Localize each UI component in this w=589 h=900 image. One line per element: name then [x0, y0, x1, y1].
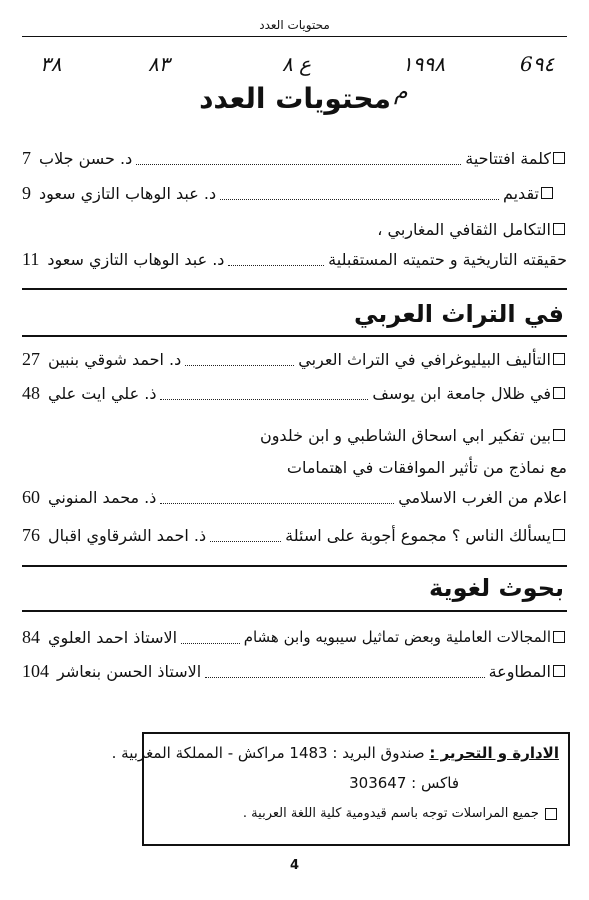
- toc-entry: مع نماذج من تأثير الموافقات في اهتمامات: [286, 457, 567, 477]
- handwritten-note-d: ١٩٩٨: [402, 52, 445, 76]
- page-title: محتويات العدد: [199, 82, 391, 115]
- handwritten-note-c: ع ٨: [282, 52, 312, 76]
- toc-entry: التأليف البيليوغرافي في التراث العربي د. احمد شوقي بنبين 27: [22, 346, 567, 372]
- toc-entry: كلمة افتتاحية د. حسن جلاب 7: [22, 145, 567, 171]
- checkbox-square-icon: [553, 665, 565, 677]
- toc-entry: حقيقته التاريخية و حتميته المستقبلية د. عبد الوهاب التازي سعود 11: [22, 248, 567, 269]
- toc-entry: المجالات العاملية وبعض تماثيل سيبويه وابن هشام الاستاذ احمد العلوي 84: [22, 624, 567, 650]
- contact-address-line: [111, 744, 559, 762]
- checkbox-square-icon: [553, 529, 565, 541]
- contact-label: الادارة و التحرير :: [429, 744, 559, 762]
- toc-entry: يسألك الناس ؟ مجموع أجوبة على اسئلة ذ. احمد الشرقاوي اقبال 76: [22, 522, 567, 548]
- toc-entry: اعلام من الغرب الاسلامي ذ. محمد المنوني 60: [22, 486, 567, 507]
- handwritten-note-e: 6٩٤: [520, 52, 555, 76]
- handwritten-mim: م: [394, 80, 408, 105]
- section-heading-linguistics: بحوث لغوية: [429, 574, 564, 602]
- section-rule: [22, 335, 567, 337]
- section-rule: [22, 288, 567, 290]
- checkbox-square-icon: [553, 152, 565, 164]
- toc-entry: التكامل الثقافي المغاربي ،: [22, 216, 567, 242]
- toc-entry: المطاوعة الاستاذ الحسن بنعاشر 104: [22, 658, 567, 684]
- toc-entry: في ظلال جامعة ابن يوسف ذ. علي ايت علي 48: [22, 380, 567, 406]
- top-rule: [22, 36, 567, 37]
- checkbox-square-icon: [553, 631, 565, 643]
- checkbox-square-icon: [553, 387, 565, 399]
- checkbox-square-icon: [553, 353, 565, 365]
- running-header: محتويات العدد: [259, 18, 330, 32]
- section-rule: [22, 610, 567, 612]
- contact-address: صندوق البريد : 1483 مراكش - المملكة المغربية .: [111, 744, 425, 762]
- toc-entry: تقديم د. عبد الوهاب التازي سعود 9: [22, 180, 567, 206]
- section-rule: [22, 565, 567, 567]
- toc-entry: بين تفكير ابي اسحاق الشاطبي و ابن خلدون: [22, 422, 567, 448]
- handwritten-note-b: ٨٣: [148, 52, 170, 76]
- page-number: 4: [289, 858, 300, 873]
- contact-note: جميع المراسلات توجه باسم قيدومية كلية اللغة العربية .: [243, 806, 559, 821]
- section-heading-heritage: في التراث العربي: [353, 300, 564, 328]
- checkbox-square-icon: [553, 429, 565, 441]
- checkbox-square-icon: [545, 808, 557, 820]
- checkbox-square-icon: [553, 223, 565, 235]
- checkbox-square-icon: [541, 187, 553, 199]
- contact-fax: فاكس : 303647: [349, 774, 459, 792]
- handwritten-note-a: ٣٨: [40, 52, 62, 76]
